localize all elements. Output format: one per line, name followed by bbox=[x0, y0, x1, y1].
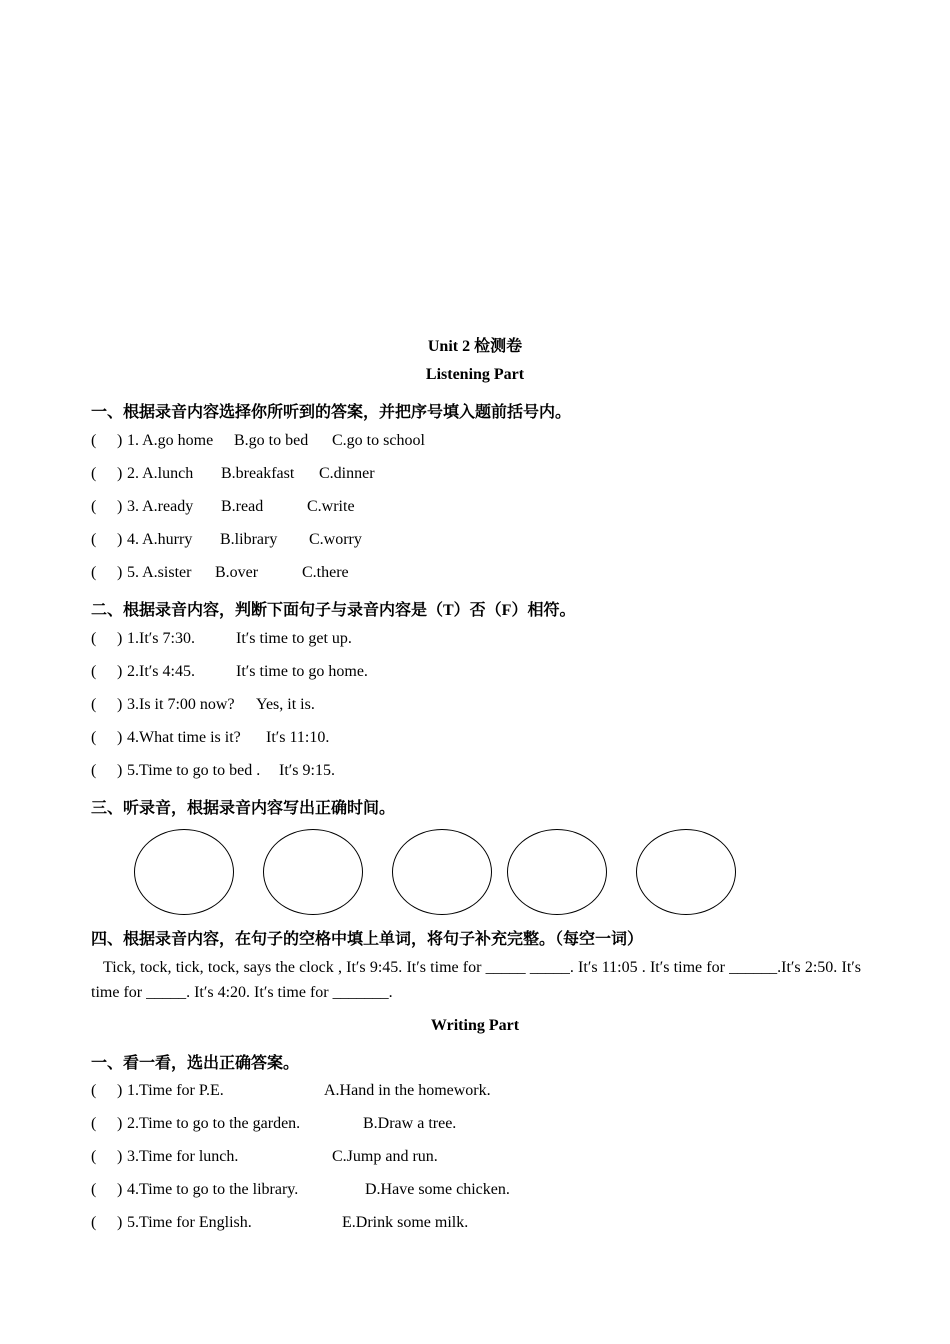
page-title: Unit 2 检测卷 bbox=[427, 338, 523, 355]
option-c: C.worry bbox=[309, 531, 362, 548]
answer-bracket-open: ( bbox=[91, 762, 97, 779]
option-c: C.go to school bbox=[332, 432, 425, 449]
match-option: B.Draw a tree. bbox=[363, 1115, 457, 1132]
match-option: C.Jump and run. bbox=[332, 1148, 438, 1165]
match-question: 4.Time to go to the library. bbox=[127, 1181, 299, 1198]
answer-bracket-close: ) bbox=[117, 1115, 123, 1132]
answer-bracket-open: ( bbox=[91, 564, 97, 581]
answer-bracket-close: ) bbox=[117, 663, 123, 680]
option-a: 2. A.lunch bbox=[127, 465, 194, 482]
statement-answer: It′s 11:10. bbox=[266, 729, 330, 746]
option-a: 4. A.hurry bbox=[127, 531, 193, 548]
option-a: 1. A.go home bbox=[127, 432, 214, 449]
writing-part-title: Writing Part bbox=[430, 1017, 520, 1034]
answer-bracket-open: ( bbox=[91, 1148, 97, 1165]
answer-bracket-open: ( bbox=[91, 630, 97, 647]
answer-bracket-open: ( bbox=[91, 1115, 97, 1132]
option-b: B.read bbox=[221, 498, 264, 515]
statement-answer: It′s 9:15. bbox=[279, 762, 335, 779]
statement-question: 4.What time is it? bbox=[127, 729, 241, 746]
listening-section-1-heading: 一、根据录音内容选择你所听到的答案，并把序号填入题前括号内。 bbox=[91, 404, 572, 421]
clock-circle-4 bbox=[507, 829, 607, 915]
listening-section-4-heading: 四、根据录音内容，在句子的空格中填上单词，将句子补充完整。（每空一词） bbox=[91, 931, 644, 948]
answer-bracket-open: ( bbox=[91, 729, 97, 746]
clock-circle-3 bbox=[392, 829, 492, 915]
answer-bracket-open: ( bbox=[91, 465, 97, 482]
answer-bracket-open: ( bbox=[91, 498, 97, 515]
answer-bracket-close: ) bbox=[117, 630, 123, 647]
clock-circle-2 bbox=[263, 829, 363, 915]
statement-answer: It′s time to get up. bbox=[236, 630, 352, 647]
fill-in-paragraph: Tick, tock, tick, tock, says the clock , It′s 9:45. It′s time for _____ _____. It′s 11:05 . It′s time for ______.It′s 2:50. It′s time for _____. It′s 4:20. It′s time for _______. bbox=[91, 959, 861, 1001]
match-option: E.Drink some milk. bbox=[342, 1214, 469, 1231]
answer-bracket-close: ) bbox=[117, 432, 123, 449]
answer-bracket-open: ( bbox=[91, 531, 97, 548]
listening-section-2-heading: 二、根据录音内容，判断下面句子与录音内容是（T）否（F）相符。 bbox=[91, 602, 576, 619]
writing-section-1-heading: 一、看一看，选出正确答案。 bbox=[91, 1055, 300, 1072]
answer-bracket-close: ) bbox=[117, 729, 123, 746]
statement-question: 3.Is it 7:00 now? bbox=[127, 696, 235, 713]
option-c: C.dinner bbox=[319, 465, 375, 482]
match-question: 3.Time for lunch. bbox=[127, 1148, 239, 1165]
answer-bracket-close: ) bbox=[117, 498, 123, 515]
option-c: C.there bbox=[302, 564, 349, 581]
statement-question: 5.Time to go to bed . bbox=[127, 762, 261, 779]
answer-bracket-open: ( bbox=[91, 663, 97, 680]
answer-bracket-open: ( bbox=[91, 432, 97, 449]
answer-bracket-open: ( bbox=[91, 696, 97, 713]
option-b: B.library bbox=[220, 531, 278, 548]
match-question: 5.Time for English. bbox=[127, 1214, 252, 1231]
answer-bracket-open: ( bbox=[91, 1082, 97, 1099]
statement-answer: Yes, it is. bbox=[256, 696, 315, 713]
answer-bracket-close: ) bbox=[117, 1082, 123, 1099]
option-b: B.over bbox=[215, 564, 259, 581]
statement-question: 2.It′s 4:45. bbox=[127, 663, 195, 680]
option-b: B.breakfast bbox=[221, 465, 295, 482]
answer-bracket-close: ) bbox=[117, 1148, 123, 1165]
clock-circle-1 bbox=[134, 829, 234, 915]
answer-bracket-close: ) bbox=[117, 531, 123, 548]
clock-circle-5 bbox=[636, 829, 736, 915]
statement-question: 1.It′s 7:30. bbox=[127, 630, 195, 647]
match-question: 1.Time for P.E. bbox=[127, 1082, 224, 1099]
answer-bracket-close: ) bbox=[117, 465, 123, 482]
match-question: 2.Time to go to the garden. bbox=[127, 1115, 301, 1132]
option-c: C.write bbox=[307, 498, 355, 515]
option-a: 5. A.sister bbox=[127, 564, 192, 581]
listening-part-title: Listening Part bbox=[425, 366, 525, 383]
match-option: A.Hand in the homework. bbox=[324, 1082, 491, 1099]
answer-bracket-close: ) bbox=[117, 762, 123, 779]
answer-bracket-close: ) bbox=[117, 564, 123, 581]
answer-bracket-close: ) bbox=[117, 1181, 123, 1198]
match-option: D.Have some chicken. bbox=[365, 1181, 510, 1198]
option-b: B.go to bed bbox=[234, 432, 309, 449]
answer-bracket-open: ( bbox=[91, 1214, 97, 1231]
answer-bracket-close: ) bbox=[117, 696, 123, 713]
statement-answer: It′s time to go home. bbox=[236, 663, 368, 680]
option-a: 3. A.ready bbox=[127, 498, 194, 515]
answer-bracket-open: ( bbox=[91, 1181, 97, 1198]
answer-bracket-close: ) bbox=[117, 1214, 123, 1231]
listening-section-3-heading: 三、听录音，根据录音内容写出正确时间。 bbox=[91, 800, 396, 817]
